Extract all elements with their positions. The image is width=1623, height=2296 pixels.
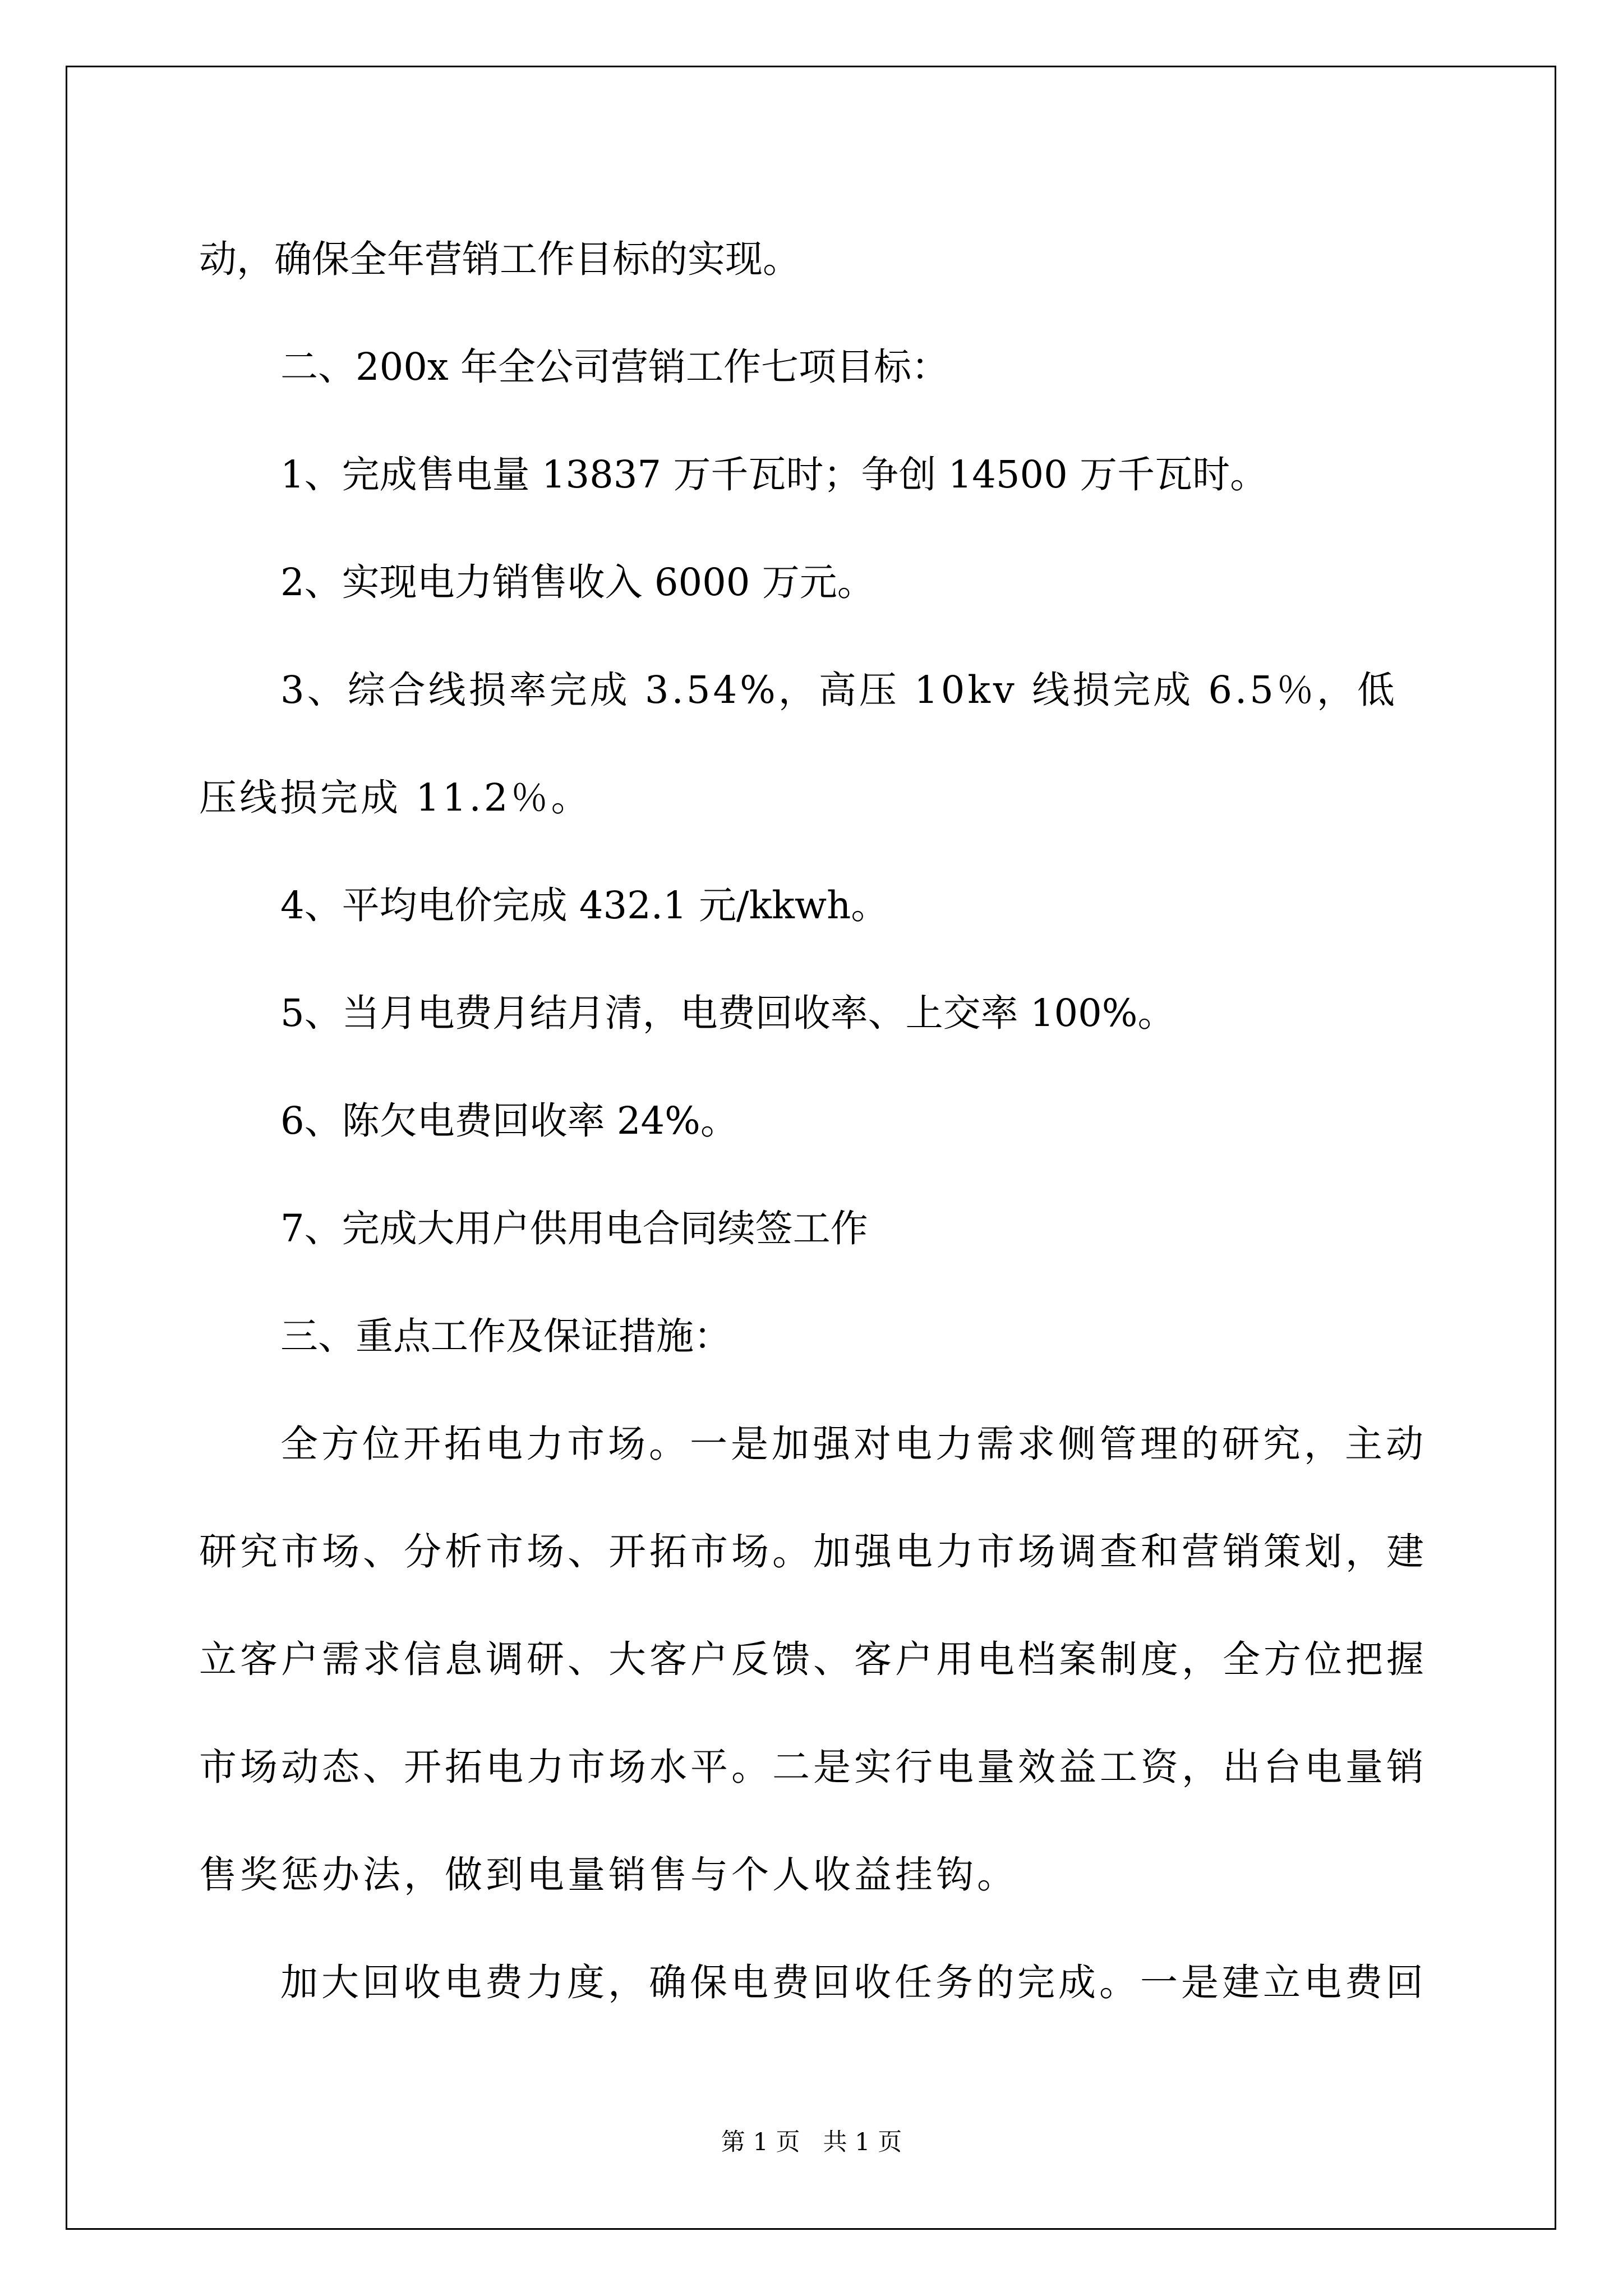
measure-paragraph-market: 全方位开拓电力市场。一是加强对电力需求侧管理的研究，主动研究市场、分析市场、开拓市场。加强电力市场调查和营销策划，建立客户需求信息调研、大客户反馈、客户用电档案制度，全方位把握市场动态、开拓电力市场水平。二是实行电量效益工资，出台电量销售奖惩办法，做到电量销售与个人收益挂钩。 — [199, 1422, 1427, 1897]
document-body — [199, 205, 1433, 2036]
goal-item-4: 4、平均电价完成 432.1 元/kkwh。 — [280, 884, 889, 927]
page-footer — [0, 2123, 1623, 2157]
page-number: 第 1 页 — [721, 2128, 800, 2156]
section-heading-measures: 三、重点工作及保证措施： — [280, 1314, 731, 1358]
goal-item-5: 5、当月电费月结月清，电费回收率、上交率 100%。 — [280, 991, 1175, 1035]
goal-item-2: 2、实现电力销售收入 6000 万元。 — [280, 560, 875, 604]
goal-item-6: 6、陈欠电费回收率 24%。 — [280, 1099, 738, 1143]
goal-item-7: 7、完成大用户供用电合同续签工作 — [280, 1207, 868, 1250]
section-heading-goals: 二、200x 年全公司营销工作七项目标： — [280, 345, 949, 389]
measure-paragraph-fees: 加大回收电费力度，确保电费回收任务的完成。一是建立电费回 — [280, 1961, 1427, 2004]
page-total: 共 1 页 — [823, 2128, 902, 2156]
goal-item-3: 3、综合线损率完成 3.54%，高压 10kv 线损完成 6.5％，低压线损完成 11.2％。 — [199, 668, 1398, 820]
goal-item-1: 1、完成售电量 13837 万千瓦时；争创 14500 万千瓦时。 — [280, 453, 1268, 496]
paragraph-continuation: 动，确保全年营销工作目标的实现。 — [199, 237, 800, 281]
